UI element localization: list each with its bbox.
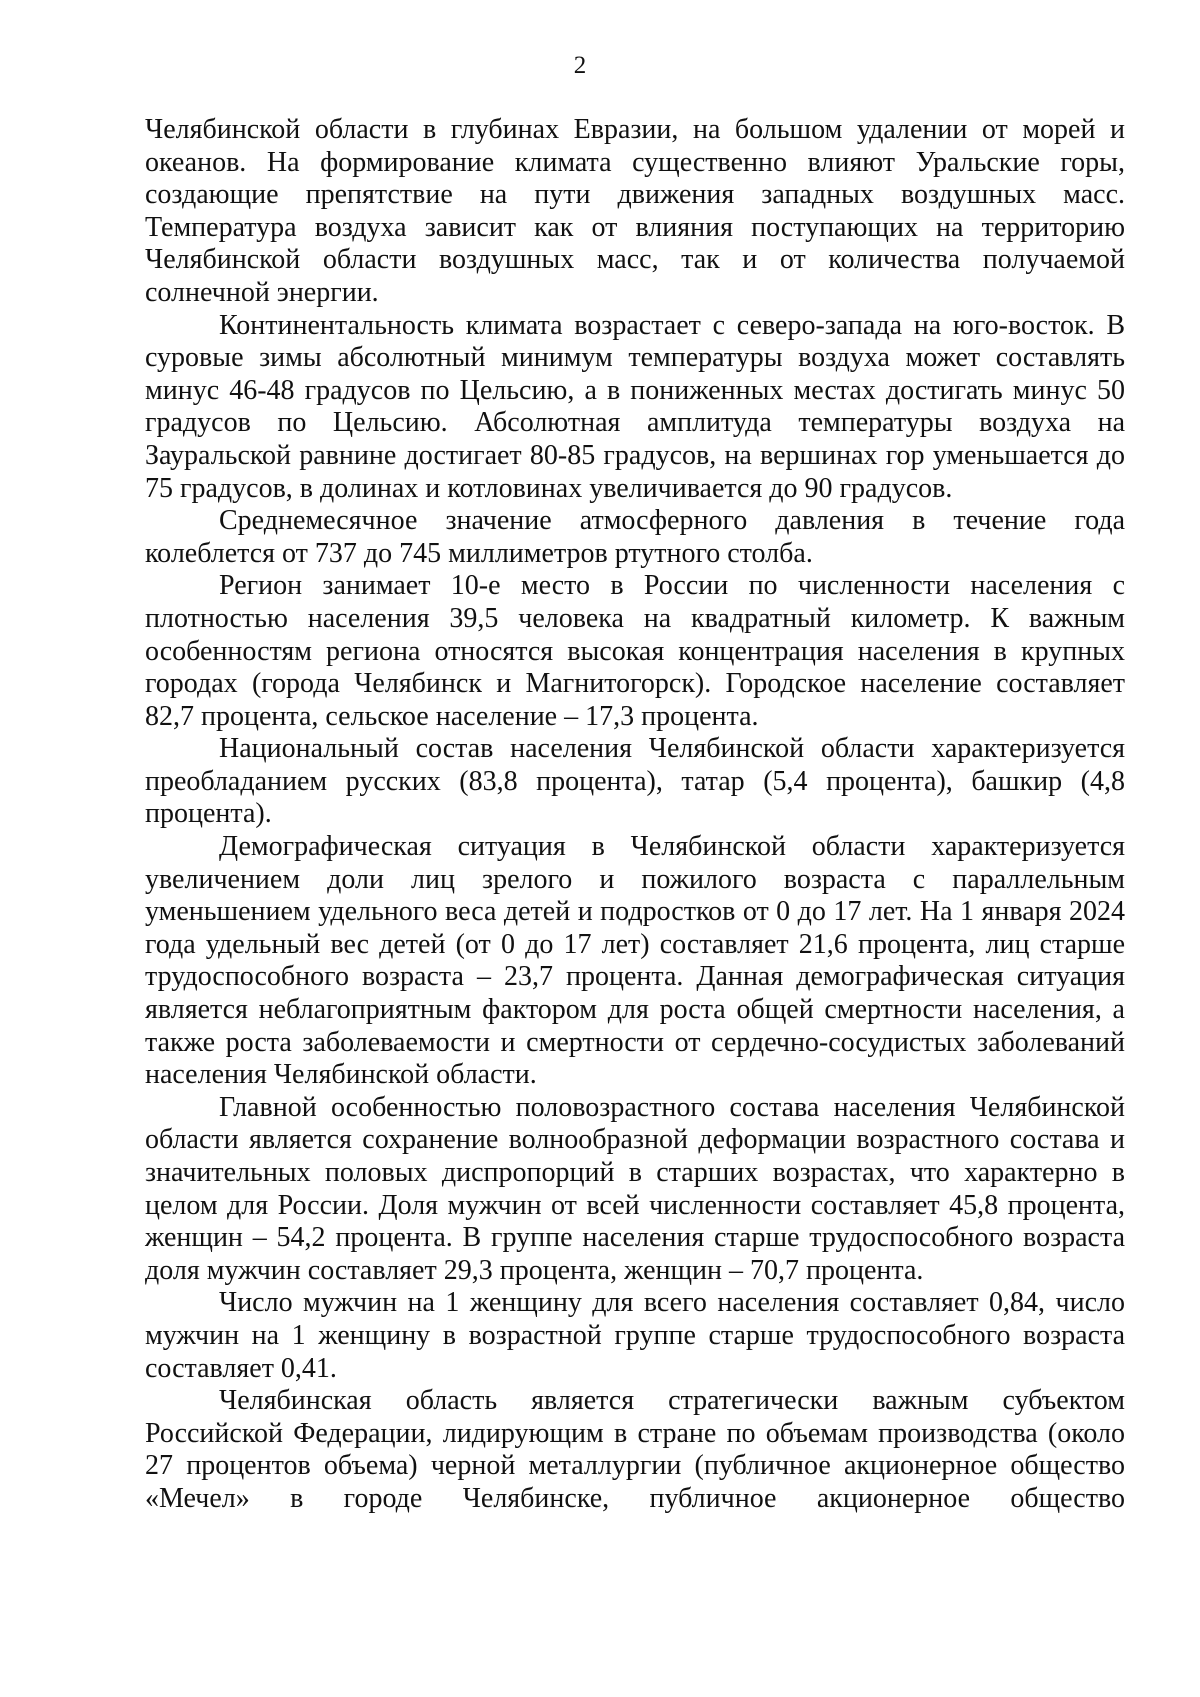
page-number: 2	[573, 52, 587, 79]
paragraph-national-composition: Национальный состав населения Челябинской области характеризуется преобладанием русских (83,8 процента), татар (5,4 процента), башкир (4,8 процента).	[145, 733, 1125, 830]
paragraph-continentality: Континентальность климата возрастает с северо-запада на юго-восток. В суровые зимы абсолютный минимум температуры воздуха может составлять минус 46-48 градусов по Цельсию, а в пониженных местах достигать минус 50 градусов по Цельсию. Абсолютная амплитуда температуры воздуха на Зауральской равнине достигает 80-85 градусов, на вершинах гор уменьшается до 75 градусов, в долинах и котловинах увеличивается до 90 градусов.	[145, 309, 1125, 504]
paragraph-sex-ratio: Число мужчин на 1 женщину для всего населения составляет 0,84, число мужчин на 1 женщину в возрастной группе старше трудоспособного возраста составляет 0,41.	[145, 1287, 1125, 1384]
paragraph-demographics: Демографическая ситуация в Челябинской области характеризуется увеличением доли лиц зрелого и пожилого возраста с параллельным уменьшением удельного веса детей и подростков от 0 до 17 лет. На 1 января 2024 года удельный вес детей (от 0 до 17 лет) составляет 21,6 процента, лиц старше трудоспособного возраста – 23,7 процента. Данная демографическая ситуация является неблагоприятным фактором для роста общей смертности населения, а также роста заболеваемости и смертности от сердечно-сосудистых заболеваний населения Челябинской области.	[145, 831, 1125, 1091]
paragraph-population-density: Регион занимает 10-е место в России по численности населения с плотностью населения 39,5 человека на квадратный километр. К важным особенностям региона относятся высокая концентрация населения в крупных городах (города Челябинск и Магнитогорск). Городское население составляет 82,7 процента, сельское население – 17,3 процента.	[145, 570, 1125, 732]
document-body	[145, 114, 1125, 1516]
paragraph-sex-age-structure: Главной особенностью половозрастного состава населения Челябинской области является сохранение волнообразной деформации возрастного состава и значительных половых диспропорций в старших возрастах, что характерно в целом для России. Доля мужчин от всей численности составляет 45,8 процента, женщин – 54,2 процента. В группе населения старше трудоспособного возраста доля мужчин составляет 29,3 процента, женщин – 70,7 процента.	[145, 1091, 1125, 1286]
paragraph-pressure: Среднемесячное значение атмосферного давления в течение года колеблется от 737 до 745 миллиметров ртутного столба.	[145, 505, 1125, 569]
paragraph-metallurgy: Челябинская область является стратегически важным субъектом Российской Федерации, лидирующим в стране по объемам производства (около 27 процентов объема) черной металлургии (публичное акционерное общество «Мечел» в городе Челябинске, публичное акционерное общество	[145, 1385, 1125, 1514]
paragraph-climate-continuation: Челябинской области в глубинах Евразии, на большом удалении от морей и океанов. На формирование климата существенно влияют Уральские горы, создающие препятствие на пути движения западных воздушных масс. Температура воздуха зависит как от влияния поступающих на территорию Челябинской области воздушных масс, так и от количества получаемой солнечной энергии.	[145, 114, 1125, 308]
